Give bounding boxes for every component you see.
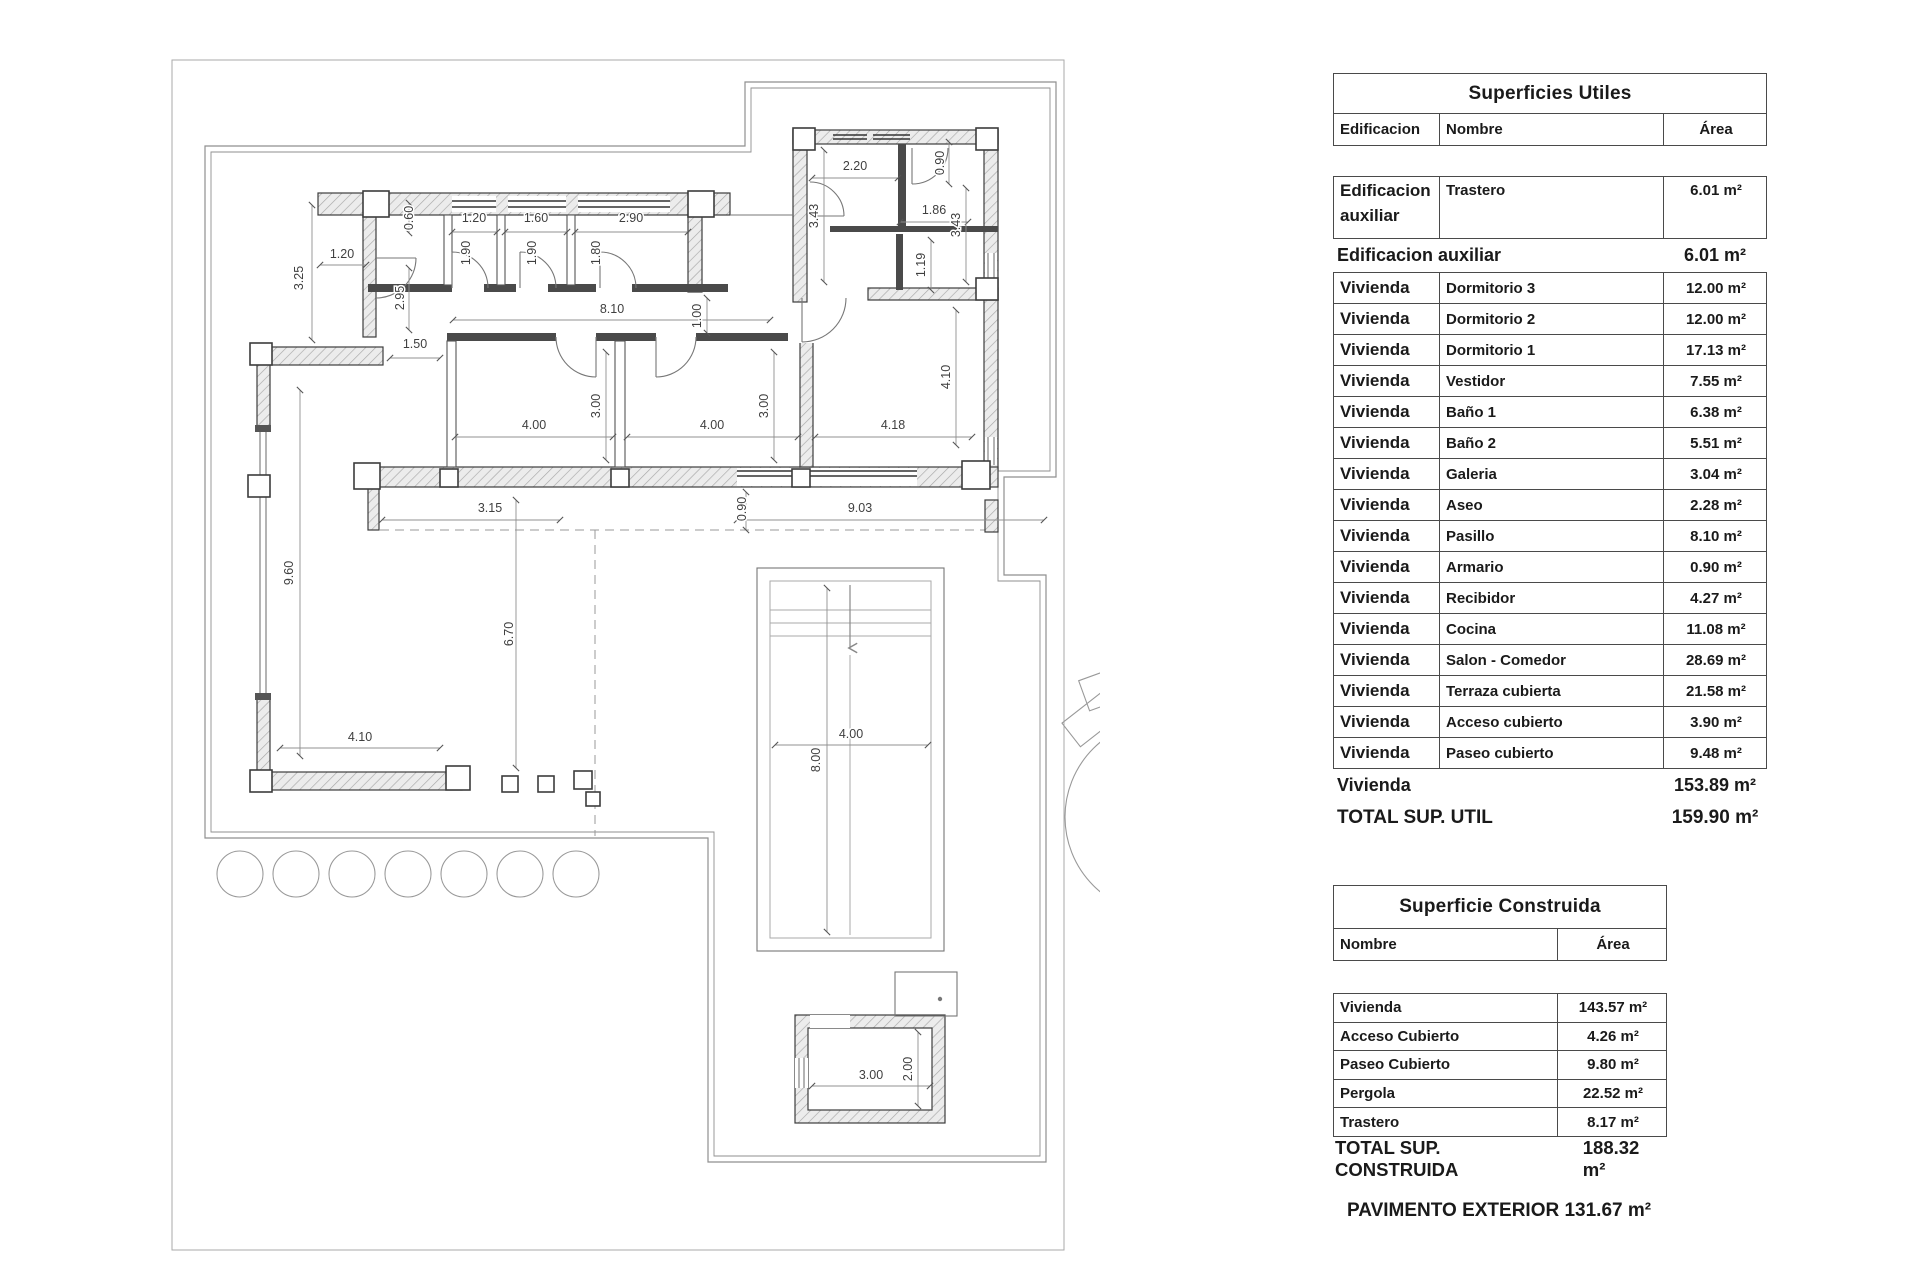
tree-circle [217,851,263,897]
row-area: 7.55 m² [1690,372,1742,390]
row-nombre: Aseo [1440,490,1664,520]
row-edificacion: Vivienda [1334,397,1440,427]
tree-circle [497,851,543,897]
post [586,792,600,806]
dimension-label: 0.90 [933,150,947,176]
row-area: 6.01 m² [1690,182,1742,199]
dimension-label: 1.20 [329,247,355,261]
row-nombre: Cocina [1440,614,1664,644]
subtotal-label: Edificacion auxiliar [1337,245,1502,265]
window-salon-south [737,468,917,486]
table-row [1333,272,1767,304]
row-edificacion: Vivienda [1334,366,1440,396]
table-row [1333,552,1767,583]
row-area: 0.90 m² [1690,558,1742,576]
dimension-label: 1.86 [921,203,947,217]
dimension-label: 2.95 [393,285,407,311]
table-row [1333,614,1767,645]
row-nombre: Dormitorio 1 [1440,335,1664,365]
row-edificacion: Vivienda [1334,428,1440,458]
table-title: Superficie Construida [1333,885,1667,929]
row-area: 8.10 m² [1690,527,1742,545]
row-edificacion: Vivienda [1334,707,1440,737]
total-construida-row [1333,1137,1667,1181]
dimension-label: 2.20 [842,159,868,173]
dimension-label: 4.10 [347,730,373,744]
tree-circle [329,851,375,897]
row-area: 3.90 m² [1690,713,1742,731]
swimming-pool [757,568,944,951]
window-annex-east [985,253,997,279]
dimension-label: 3.43 [949,212,963,238]
dimension-label: 8.10 [599,302,625,316]
dimension-label: 1.90 [525,240,539,266]
row-nombre: Dormitorio 3 [1440,273,1664,303]
row-nombre: Vivienda [1334,994,1558,1022]
row-area: 21.58 m² [1685,682,1747,700]
dimension-label: 4.18 [880,418,906,432]
table-row [1333,993,1667,1023]
row-nombre: Acceso cubierto [1440,707,1664,737]
dimension-label: 3.00 [757,393,771,419]
row-area: 4.26 m² [1587,1027,1639,1045]
dimension-label: 1.20 [461,211,487,225]
row-area: 12.00 m² [1685,279,1747,297]
tree-circle [385,851,431,897]
row-area: 12.00 m² [1685,310,1747,328]
column-header-area: Área [1699,121,1733,138]
table-row [1333,676,1767,707]
table-row [1333,335,1767,366]
row-edificacion: Vivienda [1334,676,1440,706]
window-top-2 [508,196,566,212]
window-top-1 [452,196,496,212]
tree-circle [273,851,319,897]
tree-circle [553,851,599,897]
table-row [1333,583,1767,614]
row-nombre: Pergola [1334,1080,1558,1108]
row-nombre: Armario [1440,552,1664,582]
row-area: 6.38 m² [1690,403,1742,421]
row-edificacion: Vivienda [1334,583,1440,613]
total-area: 188.32 m² [1582,1137,1640,1181]
row-edificacion: Vivienda [1334,738,1440,768]
row-edificacion: Vivienda [1334,490,1440,520]
dimension-label: 6.70 [502,621,516,647]
table-title: Superficies Utiles [1333,73,1767,114]
tree-row [217,851,599,897]
row-nombre: Baño 2 [1440,428,1664,458]
row-area: 28.69 m² [1685,651,1747,669]
row-nombre: Galeria [1440,459,1664,489]
row-area: 143.57 m² [1578,999,1648,1017]
row-edificacion: Vivienda [1334,273,1440,303]
table-row [1333,1108,1667,1137]
dimension-label: 4.00 [521,418,547,432]
row-edificacion: Vivienda [1334,304,1440,334]
total-label: TOTAL SUP. CONSTRUIDA [1335,1137,1459,1181]
dimension-label: 1.90 [459,240,473,266]
column-header-edificacion: Edificacion [1334,114,1440,145]
row-nombre: Salon - Comedor [1440,645,1664,675]
row-edificacion: Vivienda [1334,614,1440,644]
total-label: TOTAL SUP. UTIL [1337,807,1493,828]
dimension-label: 3.25 [292,265,306,291]
subtotal-area: 6.01 m² [1683,245,1747,265]
dimension-label: 0.90 [735,496,749,522]
dimension-label: 4.00 [838,727,864,741]
table-row [1333,521,1767,552]
dimension-label: 4.00 [699,418,725,432]
row-area: 17.13 m² [1685,341,1747,359]
window-left-wall [255,425,271,700]
dimension-label: 0.60 [402,205,416,231]
dimension-label: 3.15 [477,501,503,515]
subtotal-area: 153.89 m² [1673,774,1757,795]
window-top-3 [578,196,670,212]
dimension-label: 1.19 [914,252,928,278]
dimension-label: 1.60 [523,211,549,225]
table-row [1333,645,1767,676]
table-row [1333,397,1767,428]
superficie-construida-table [1333,885,1667,1222]
dimension-label: 1.50 [402,337,428,351]
row-nombre: Paseo cubierto [1440,738,1664,768]
total-area: 159.90 m² [1671,807,1759,828]
table-row [1333,366,1767,397]
tree-circle [441,851,487,897]
table-row [1333,304,1767,335]
table-row [1333,176,1767,239]
pavimento-exterior-note: PAVIMENTO EXTERIOR 131.67 m² [1347,1199,1652,1221]
table-row [1333,1051,1667,1080]
subtotal-vivienda-row [1333,769,1767,801]
row-area: 22.52 m² [1582,1085,1644,1103]
trastero-outbuilding [795,972,957,1123]
row-edificacion: Vivienda [1334,521,1440,551]
superficies-utiles-table [1333,73,1767,835]
row-nombre: Vestidor [1440,366,1664,396]
row-nombre: Terraza cubierta [1440,676,1664,706]
dimension-label: 3.43 [807,203,821,229]
column-header-area: Área [1596,936,1630,953]
table-row [1333,428,1767,459]
row-area: 8.17 m² [1587,1113,1639,1131]
dimension-label: 3.00 [858,1068,884,1082]
dimension-label: 9.60 [282,560,296,586]
table-row [1333,1080,1667,1109]
total-util-row [1333,801,1767,835]
property-boundary [205,82,1056,1162]
dimension-label: 8.00 [809,747,823,773]
row-edificacion: Vivienda [1334,335,1440,365]
post [574,771,592,789]
table-row [1333,490,1767,521]
row-area: 9.48 m² [1690,744,1742,762]
row-edificacion: Vivienda [1334,459,1440,489]
table-row [1333,1023,1667,1052]
dimension-label: 9.03 [847,501,873,515]
row-nombre: Pasillo [1440,521,1664,551]
row-nombre: Trastero [1334,1108,1558,1136]
row-nombre: Baño 1 [1440,397,1664,427]
dimension-label: 3.00 [589,393,603,419]
dimension-label: 2.00 [901,1056,915,1082]
row-area: 5.51 m² [1690,434,1742,452]
row-area: 11.08 m² [1686,620,1746,638]
post [502,776,518,792]
equipment-box [895,972,957,1016]
row-area: 3.04 m² [1690,465,1742,483]
row-area: 2.28 m² [1690,496,1742,514]
row-nombre: Acceso Cubierto [1334,1023,1558,1051]
row-edificacion: Vivienda [1334,552,1440,582]
dimension-label: 1.00 [690,303,704,329]
row-nombre: Paseo Cubierto [1334,1051,1558,1079]
subtotal-aux-row [1333,239,1767,272]
circular-feature [1062,645,1100,952]
row-nombre: Trastero [1440,177,1664,238]
dimension-label: 1.80 [589,240,603,266]
pergola-dashed-outline [380,530,998,836]
post [538,776,554,792]
row-area: 4.27 m² [1690,589,1742,607]
table-row [1333,459,1767,490]
row-edificacion: Vivienda [1334,645,1440,675]
table-row [1333,738,1767,769]
row-edificacion: Edificacion auxiliar [1334,177,1440,238]
dimension-label: 2.90 [618,211,644,225]
column-header-nombre: Nombre [1440,114,1664,145]
row-area: 9.80 m² [1587,1056,1639,1074]
subtotal-label: Vivienda [1337,774,1411,795]
column-header-nombre: Nombre [1334,929,1558,960]
table-row [1333,707,1767,738]
row-nombre: Dormitorio 2 [1440,304,1664,334]
dimension-label: 4.10 [939,364,953,390]
row-nombre: Recibidor [1440,583,1664,613]
